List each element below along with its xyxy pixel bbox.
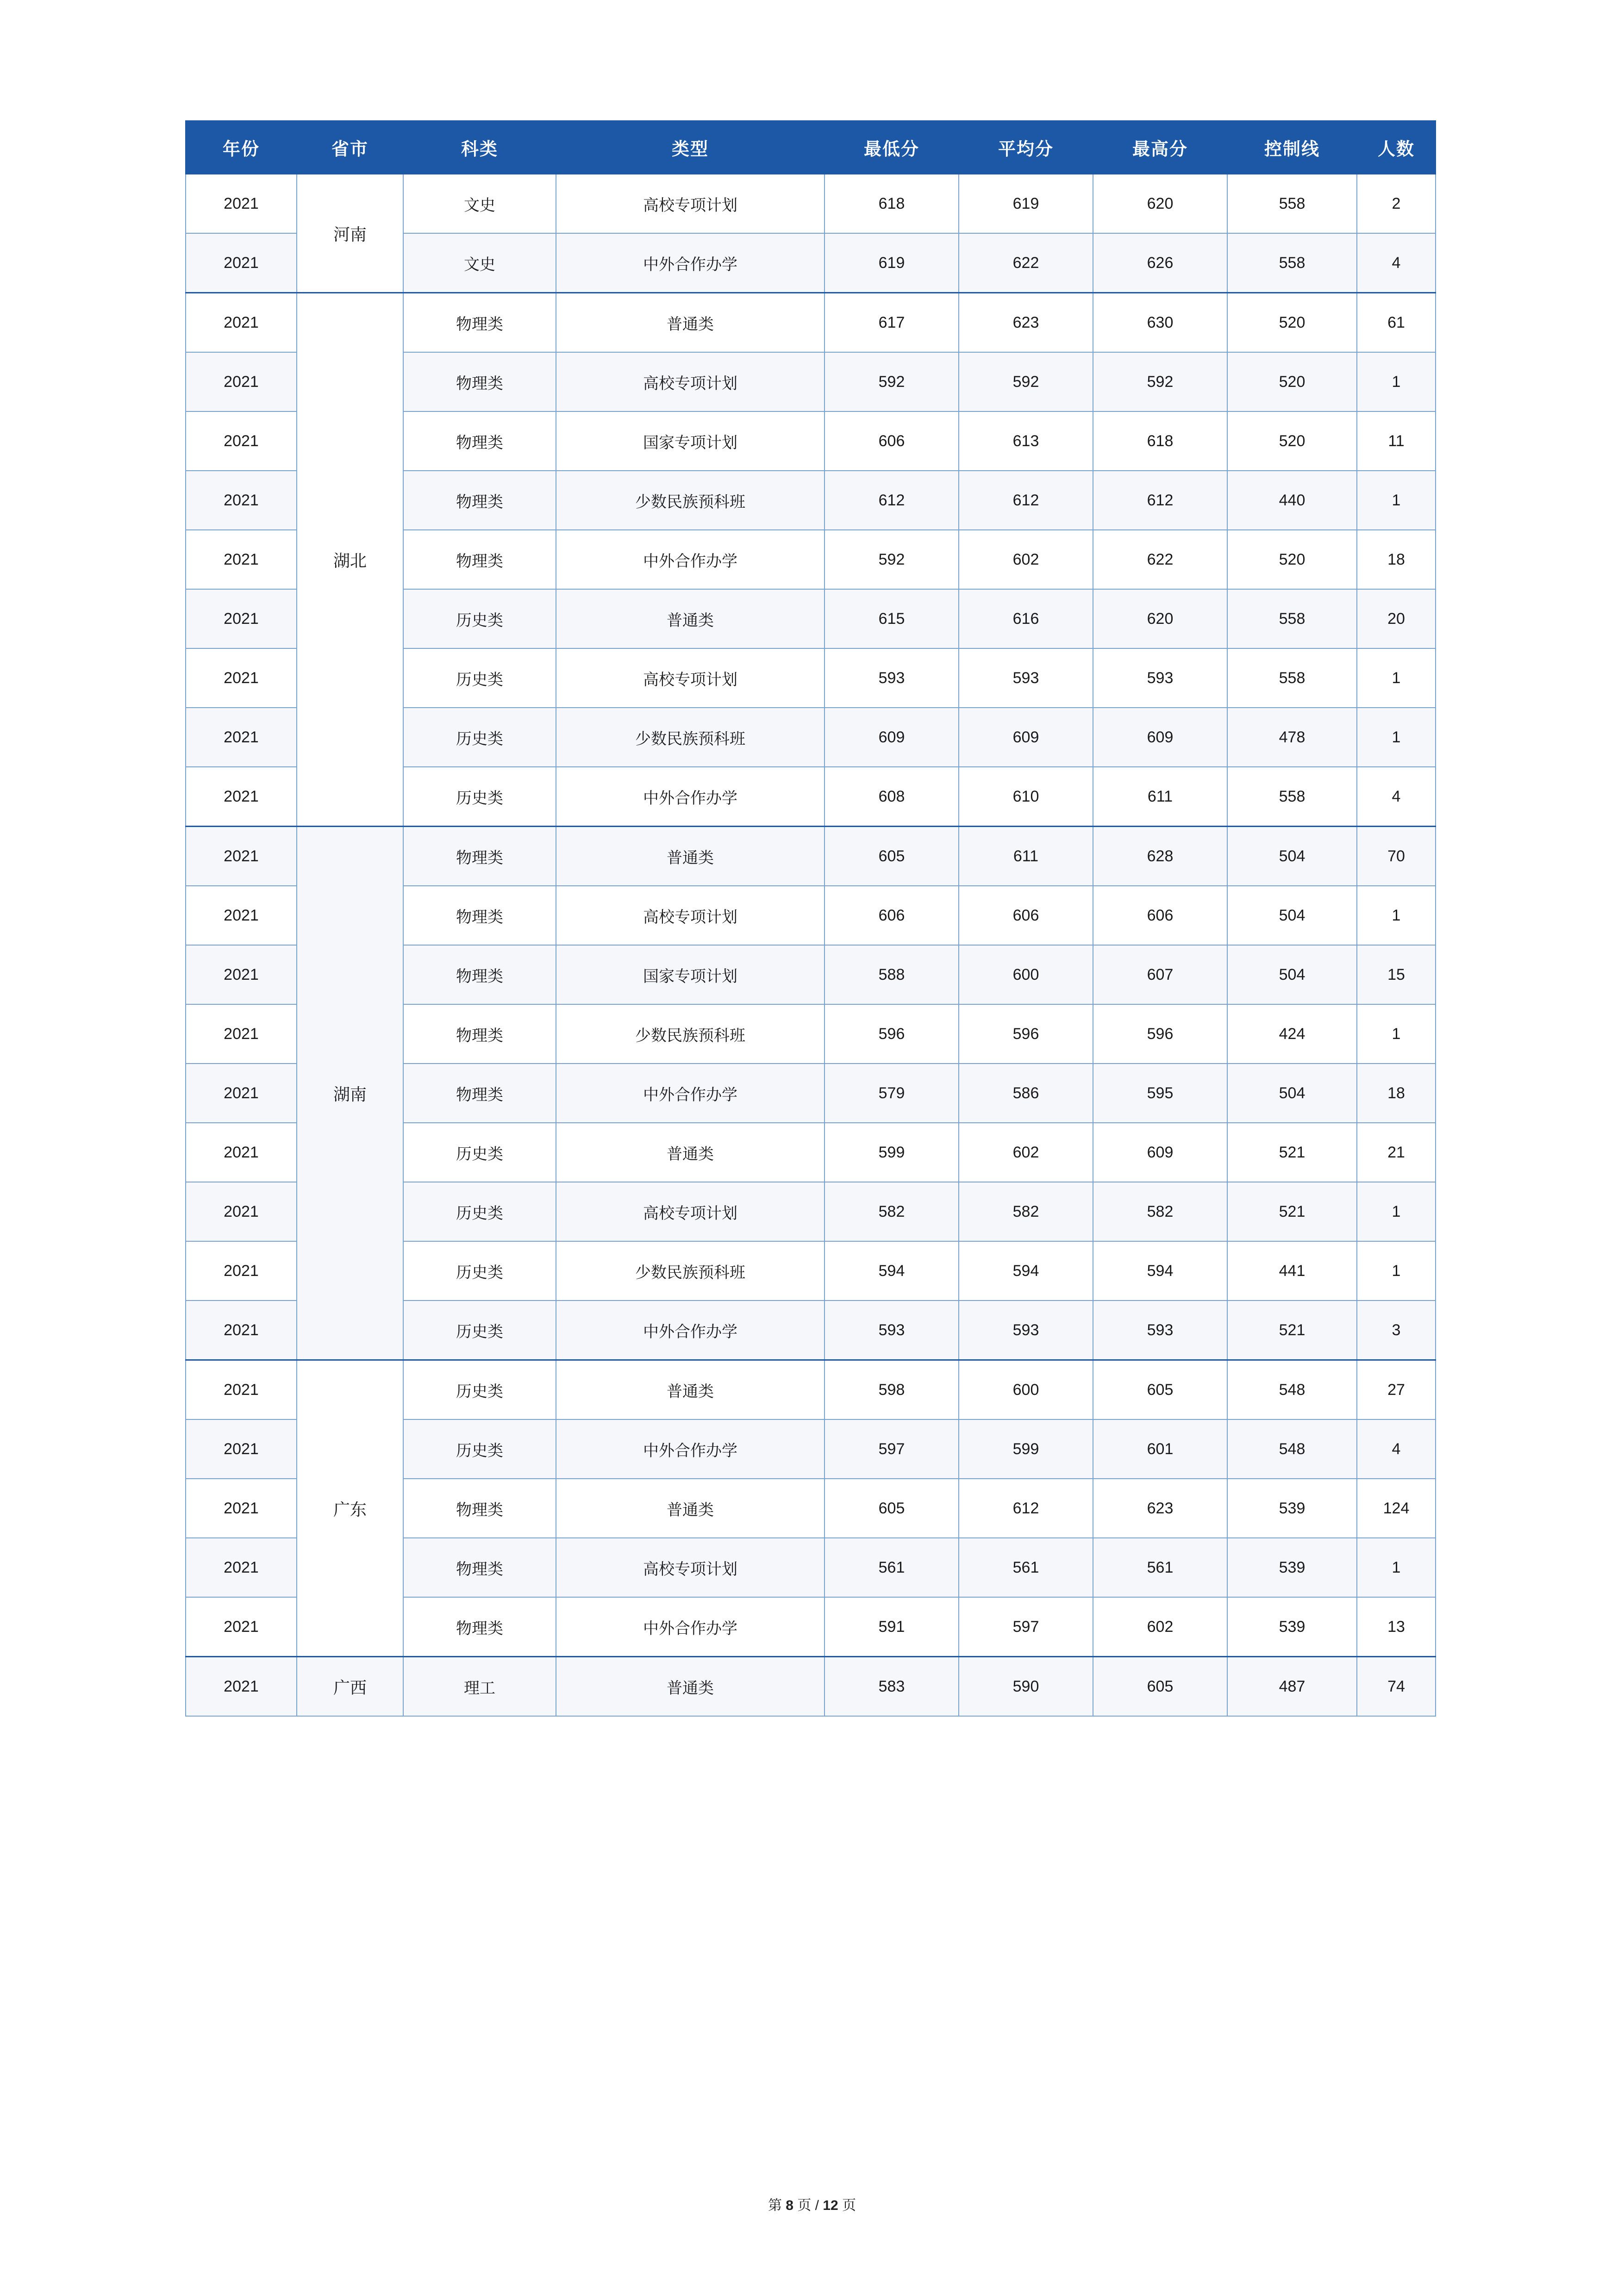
cell-min-score: 593	[824, 1300, 959, 1360]
cell-year: 2021	[186, 1657, 297, 1717]
cell-control-line: 504	[1227, 886, 1357, 945]
cell-subject: 历史类	[403, 1360, 556, 1420]
cell-avg-score: 619	[959, 174, 1093, 234]
cell-count: 4	[1357, 767, 1436, 827]
cell-min-score: 605	[824, 1479, 959, 1538]
cell-max-score: 602	[1093, 1597, 1227, 1657]
cell-year: 2021	[186, 1182, 297, 1241]
cell-control-line: 424	[1227, 1004, 1357, 1064]
cell-year: 2021	[186, 174, 297, 234]
cell-min-score: 593	[824, 648, 959, 708]
cell-min-score: 596	[824, 1004, 959, 1064]
cell-min-score: 598	[824, 1360, 959, 1420]
cell-control-line: 539	[1227, 1597, 1357, 1657]
cell-year: 2021	[186, 1241, 297, 1300]
cell-max-score: 612	[1093, 471, 1227, 530]
cell-count: 1	[1357, 648, 1436, 708]
cell-type: 普通类	[556, 1123, 824, 1182]
cell-province: 广西	[297, 1657, 403, 1717]
cell-year: 2021	[186, 1004, 297, 1064]
cell-count: 3	[1357, 1300, 1436, 1360]
footer-current-page: 8	[786, 2198, 793, 2213]
cell-year: 2021	[186, 708, 297, 767]
cell-count: 18	[1357, 530, 1436, 589]
cell-type: 少数民族预科班	[556, 1004, 824, 1064]
cell-year: 2021	[186, 1597, 297, 1657]
cell-min-score: 617	[824, 293, 959, 353]
cell-max-score: 593	[1093, 648, 1227, 708]
cell-min-score: 591	[824, 1597, 959, 1657]
cell-control-line: 478	[1227, 708, 1357, 767]
cell-avg-score: 610	[959, 767, 1093, 827]
cell-year: 2021	[186, 886, 297, 945]
cell-subject: 物理类	[403, 352, 556, 411]
cell-count: 124	[1357, 1479, 1436, 1538]
cell-subject: 物理类	[403, 530, 556, 589]
cell-avg-score: 597	[959, 1597, 1093, 1657]
cell-avg-score: 602	[959, 1123, 1093, 1182]
cell-count: 11	[1357, 411, 1436, 471]
cell-max-score: 605	[1093, 1360, 1227, 1420]
cell-year: 2021	[186, 352, 297, 411]
table-row	[186, 174, 1436, 234]
cell-max-score: 605	[1093, 1657, 1227, 1717]
cell-type: 普通类	[556, 1360, 824, 1420]
cell-max-score: 601	[1093, 1419, 1227, 1479]
cell-max-score: 594	[1093, 1241, 1227, 1300]
cell-type: 国家专项计划	[556, 411, 824, 471]
cell-subject: 物理类	[403, 1064, 556, 1123]
cell-max-score: 561	[1093, 1538, 1227, 1597]
column-header-province: 省市	[297, 121, 403, 174]
cell-avg-score: 616	[959, 589, 1093, 648]
cell-min-score: 619	[824, 233, 959, 293]
cell-control-line: 521	[1227, 1182, 1357, 1241]
cell-avg-score: 561	[959, 1538, 1093, 1597]
cell-avg-score: 600	[959, 945, 1093, 1004]
table-header-row	[186, 121, 1436, 174]
cell-subject: 物理类	[403, 1479, 556, 1538]
cell-min-score: 606	[824, 886, 959, 945]
cell-year: 2021	[186, 293, 297, 353]
cell-subject: 历史类	[403, 767, 556, 827]
cell-count: 18	[1357, 1064, 1436, 1123]
cell-avg-score: 593	[959, 1300, 1093, 1360]
cell-min-score: 583	[824, 1657, 959, 1717]
cell-control-line: 487	[1227, 1657, 1357, 1717]
cell-max-score: 607	[1093, 945, 1227, 1004]
cell-subject: 物理类	[403, 1597, 556, 1657]
cell-control-line: 548	[1227, 1419, 1357, 1479]
cell-subject: 物理类	[403, 886, 556, 945]
cell-max-score: 620	[1093, 589, 1227, 648]
cell-min-score: 588	[824, 945, 959, 1004]
cell-avg-score: 594	[959, 1241, 1093, 1300]
cell-year: 2021	[186, 1064, 297, 1123]
cell-min-score: 608	[824, 767, 959, 827]
cell-avg-score: 586	[959, 1064, 1093, 1123]
column-header-count: 人数	[1357, 121, 1436, 174]
cell-control-line: 521	[1227, 1300, 1357, 1360]
cell-min-score: 561	[824, 1538, 959, 1597]
page-footer	[0, 2194, 1624, 2214]
cell-year: 2021	[186, 767, 297, 827]
cell-count: 1	[1357, 1538, 1436, 1597]
cell-control-line: 558	[1227, 589, 1357, 648]
cell-count: 1	[1357, 1241, 1436, 1300]
cell-avg-score: 599	[959, 1419, 1093, 1479]
cell-min-score: 609	[824, 708, 959, 767]
cell-type: 普通类	[556, 589, 824, 648]
table-row	[186, 293, 1436, 353]
cell-min-score: 615	[824, 589, 959, 648]
cell-control-line: 520	[1227, 352, 1357, 411]
cell-subject: 历史类	[403, 1300, 556, 1360]
column-header-avg-score: 平均分	[959, 121, 1093, 174]
cell-type: 高校专项计划	[556, 648, 824, 708]
cell-type: 高校专项计划	[556, 1182, 824, 1241]
cell-subject: 物理类	[403, 293, 556, 353]
footer-page-unit-end: 页	[842, 2198, 856, 2213]
cell-type: 普通类	[556, 1657, 824, 1717]
cell-type: 少数民族预科班	[556, 471, 824, 530]
cell-province: 湖南	[297, 827, 403, 1360]
cell-subject: 物理类	[403, 945, 556, 1004]
cell-type: 高校专项计划	[556, 886, 824, 945]
cell-max-score: 593	[1093, 1300, 1227, 1360]
cell-avg-score: 596	[959, 1004, 1093, 1064]
admission-score-table	[185, 120, 1436, 1717]
cell-year: 2021	[186, 648, 297, 708]
cell-avg-score: 602	[959, 530, 1093, 589]
cell-subject: 物理类	[403, 1004, 556, 1064]
cell-count: 70	[1357, 827, 1436, 886]
footer-prefix: 第	[768, 2198, 782, 2213]
cell-year: 2021	[186, 827, 297, 886]
cell-max-score: 622	[1093, 530, 1227, 589]
cell-subject: 物理类	[403, 827, 556, 886]
cell-type: 少数民族预科班	[556, 1241, 824, 1300]
cell-subject: 历史类	[403, 1419, 556, 1479]
cell-control-line: 504	[1227, 1064, 1357, 1123]
cell-max-score: 626	[1093, 233, 1227, 293]
cell-year: 2021	[186, 1300, 297, 1360]
cell-subject: 历史类	[403, 1123, 556, 1182]
cell-min-score: 599	[824, 1123, 959, 1182]
cell-min-score: 612	[824, 471, 959, 530]
cell-min-score: 592	[824, 530, 959, 589]
column-header-type: 类型	[556, 121, 824, 174]
cell-control-line: 539	[1227, 1538, 1357, 1597]
cell-count: 1	[1357, 1182, 1436, 1241]
cell-year: 2021	[186, 1538, 297, 1597]
cell-avg-score: 611	[959, 827, 1093, 886]
cell-count: 1	[1357, 1004, 1436, 1064]
column-header-max-score: 最高分	[1093, 121, 1227, 174]
table-header	[186, 121, 1436, 174]
cell-count: 15	[1357, 945, 1436, 1004]
table-body	[186, 174, 1436, 1717]
cell-avg-score: 582	[959, 1182, 1093, 1241]
cell-count: 4	[1357, 1419, 1436, 1479]
cell-year: 2021	[186, 1123, 297, 1182]
cell-count: 74	[1357, 1657, 1436, 1717]
cell-year: 2021	[186, 589, 297, 648]
column-header-min-score: 最低分	[824, 121, 959, 174]
cell-subject: 文史	[403, 174, 556, 234]
cell-subject: 历史类	[403, 708, 556, 767]
column-header-subject: 科类	[403, 121, 556, 174]
table-row	[186, 1657, 1436, 1717]
column-header-control-line: 控制线	[1227, 121, 1357, 174]
cell-year: 2021	[186, 1419, 297, 1479]
cell-avg-score: 593	[959, 648, 1093, 708]
cell-max-score: 628	[1093, 827, 1227, 886]
cell-max-score: 609	[1093, 708, 1227, 767]
cell-subject: 历史类	[403, 648, 556, 708]
cell-max-score: 609	[1093, 1123, 1227, 1182]
table-row	[186, 827, 1436, 886]
cell-type: 中外合作办学	[556, 530, 824, 589]
cell-min-score: 606	[824, 411, 959, 471]
cell-subject: 历史类	[403, 1182, 556, 1241]
cell-count: 20	[1357, 589, 1436, 648]
footer-separator: /	[815, 2198, 819, 2213]
cell-avg-score: 590	[959, 1657, 1093, 1717]
cell-min-score: 605	[824, 827, 959, 886]
cell-avg-score: 592	[959, 352, 1093, 411]
cell-control-line: 520	[1227, 293, 1357, 353]
cell-control-line: 440	[1227, 471, 1357, 530]
cell-count: 27	[1357, 1360, 1436, 1420]
footer-page-unit: 页	[797, 2198, 812, 2213]
cell-min-score: 592	[824, 352, 959, 411]
cell-year: 2021	[186, 233, 297, 293]
cell-subject: 历史类	[403, 589, 556, 648]
cell-subject: 物理类	[403, 471, 556, 530]
cell-province: 广东	[297, 1360, 403, 1657]
cell-type: 国家专项计划	[556, 945, 824, 1004]
cell-control-line: 504	[1227, 827, 1357, 886]
cell-avg-score: 606	[959, 886, 1093, 945]
cell-count: 13	[1357, 1597, 1436, 1657]
cell-min-score: 618	[824, 174, 959, 234]
cell-control-line: 520	[1227, 411, 1357, 471]
cell-avg-score: 600	[959, 1360, 1093, 1420]
cell-type: 中外合作办学	[556, 1300, 824, 1360]
cell-type: 高校专项计划	[556, 352, 824, 411]
cell-count: 1	[1357, 708, 1436, 767]
table-row	[186, 1360, 1436, 1420]
cell-control-line: 504	[1227, 945, 1357, 1004]
cell-type: 少数民族预科班	[556, 708, 824, 767]
cell-control-line: 539	[1227, 1479, 1357, 1538]
cell-subject: 物理类	[403, 1538, 556, 1597]
cell-year: 2021	[186, 530, 297, 589]
cell-year: 2021	[186, 411, 297, 471]
cell-year: 2021	[186, 1360, 297, 1420]
cell-count: 1	[1357, 471, 1436, 530]
cell-control-line: 558	[1227, 233, 1357, 293]
cell-count: 61	[1357, 293, 1436, 353]
cell-max-score: 630	[1093, 293, 1227, 353]
cell-year: 2021	[186, 471, 297, 530]
cell-control-line: 558	[1227, 767, 1357, 827]
cell-avg-score: 622	[959, 233, 1093, 293]
cell-subject: 历史类	[403, 1241, 556, 1300]
cell-type: 中外合作办学	[556, 1419, 824, 1479]
cell-max-score: 606	[1093, 886, 1227, 945]
cell-max-score: 618	[1093, 411, 1227, 471]
cell-control-line: 558	[1227, 648, 1357, 708]
cell-min-score: 597	[824, 1419, 959, 1479]
cell-avg-score: 623	[959, 293, 1093, 353]
cell-type: 中外合作办学	[556, 233, 824, 293]
cell-count: 1	[1357, 886, 1436, 945]
cell-min-score: 579	[824, 1064, 959, 1123]
cell-subject: 物理类	[403, 411, 556, 471]
cell-max-score: 623	[1093, 1479, 1227, 1538]
cell-avg-score: 612	[959, 471, 1093, 530]
cell-type: 普通类	[556, 827, 824, 886]
cell-max-score: 620	[1093, 174, 1227, 234]
cell-count: 21	[1357, 1123, 1436, 1182]
cell-type: 中外合作办学	[556, 767, 824, 827]
cell-max-score: 582	[1093, 1182, 1227, 1241]
cell-province: 湖北	[297, 293, 403, 827]
cell-count: 2	[1357, 174, 1436, 234]
cell-control-line: 521	[1227, 1123, 1357, 1182]
cell-count: 1	[1357, 352, 1436, 411]
cell-min-score: 582	[824, 1182, 959, 1241]
cell-control-line: 520	[1227, 530, 1357, 589]
cell-control-line: 548	[1227, 1360, 1357, 1420]
cell-type: 中外合作办学	[556, 1597, 824, 1657]
cell-min-score: 594	[824, 1241, 959, 1300]
cell-year: 2021	[186, 1479, 297, 1538]
column-header-year: 年份	[186, 121, 297, 174]
cell-avg-score: 609	[959, 708, 1093, 767]
cell-control-line: 441	[1227, 1241, 1357, 1300]
cell-subject: 理工	[403, 1657, 556, 1717]
cell-count: 4	[1357, 233, 1436, 293]
cell-avg-score: 612	[959, 1479, 1093, 1538]
cell-type: 高校专项计划	[556, 174, 824, 234]
cell-subject: 文史	[403, 233, 556, 293]
cell-type: 普通类	[556, 293, 824, 353]
cell-max-score: 611	[1093, 767, 1227, 827]
cell-type: 普通类	[556, 1479, 824, 1538]
cell-province: 河南	[297, 174, 403, 293]
cell-max-score: 592	[1093, 352, 1227, 411]
cell-max-score: 595	[1093, 1064, 1227, 1123]
footer-total-pages: 12	[823, 2198, 838, 2213]
cell-year: 2021	[186, 945, 297, 1004]
cell-max-score: 596	[1093, 1004, 1227, 1064]
cell-type: 中外合作办学	[556, 1064, 824, 1123]
cell-avg-score: 613	[959, 411, 1093, 471]
cell-type: 高校专项计划	[556, 1538, 824, 1597]
cell-control-line: 558	[1227, 174, 1357, 234]
